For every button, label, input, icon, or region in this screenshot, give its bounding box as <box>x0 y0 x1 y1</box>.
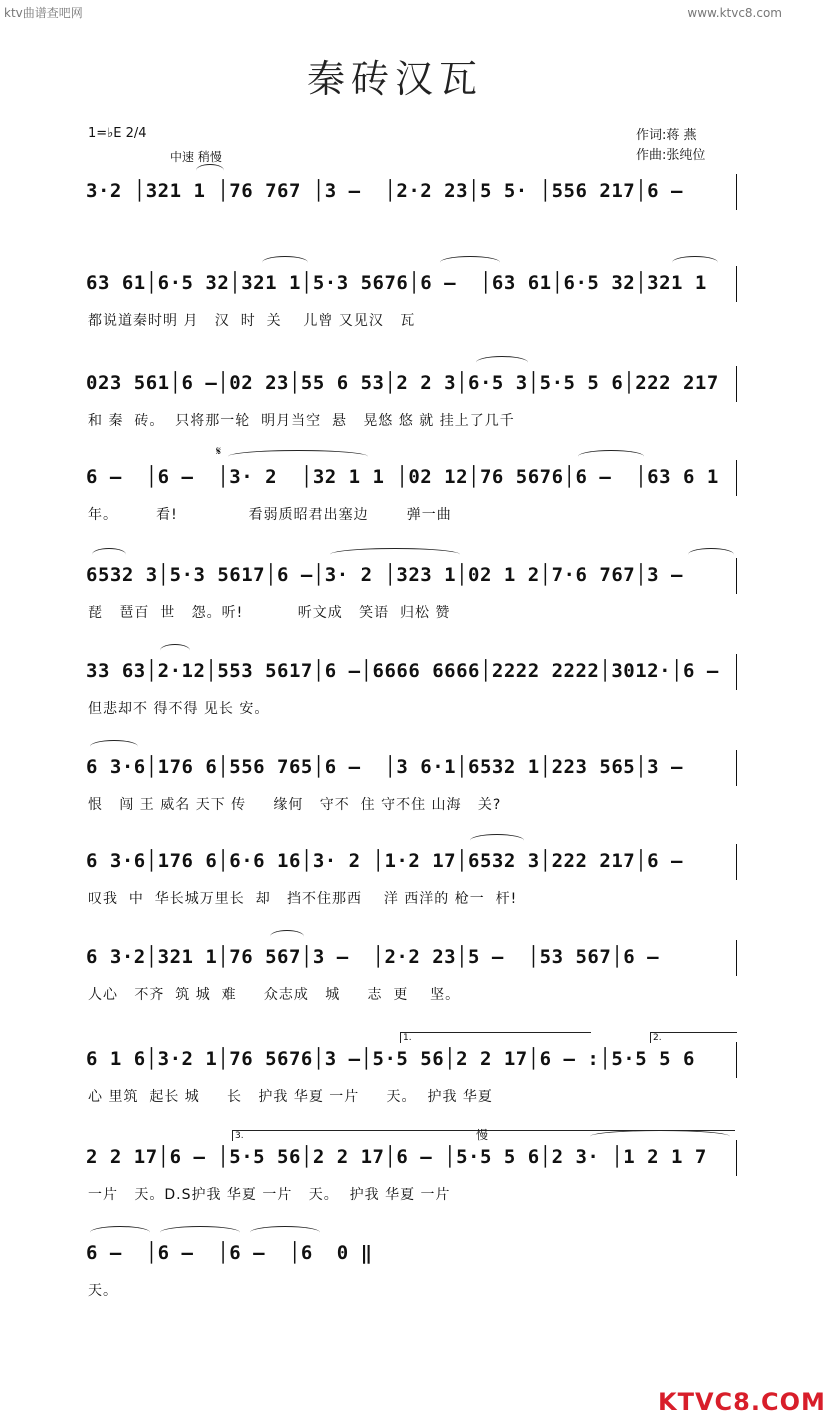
slur <box>270 930 304 943</box>
segno-sign: 𝄋 <box>216 444 222 458</box>
barline-end <box>736 558 737 594</box>
slur <box>196 164 224 177</box>
lyrics-line: 和 秦 砖。 只将那一轮 明月当空 悬 晃悠 悠 就 挂上了几千 <box>88 413 515 429</box>
lyrics-line: 都说道秦时明 月 汉 时 关 儿曾 又见汉 瓦 <box>88 313 416 329</box>
slur <box>90 740 138 753</box>
notes-line: 023 561│6 –│02 23│55 6 53│2 2 3│6·5 3│5·5 5 6│222 217 <box>86 372 719 394</box>
tie <box>262 256 308 269</box>
slur <box>476 356 528 369</box>
barline-end <box>736 1042 737 1078</box>
lyrics-line: 心 里筑 起长 城 长 护我 华夏 一片 天。 护我 华夏 <box>88 1089 493 1105</box>
slur <box>228 450 368 463</box>
volta-1: 1. <box>400 1032 591 1043</box>
notes-line: 3·2 │321 1 │76 767 │3 – │2·2 23│5 5· │556 217│6 – <box>86 180 683 202</box>
slur <box>330 548 460 561</box>
slur <box>160 644 190 657</box>
lyrics-line: 琵 琶百 世 怨。听! 听文成 笑语 归松 赞 <box>88 605 451 621</box>
slur <box>688 548 734 561</box>
key-label: 1=♭E <box>88 126 122 141</box>
notes-line: 6 3·2│321 1│76 567│3 – │2·2 23│5 – │53 567│6 – <box>86 946 660 968</box>
lyrics-line <box>88 218 738 238</box>
slur <box>470 834 524 847</box>
volta-3: 3. <box>232 1130 735 1141</box>
slur <box>590 1130 730 1143</box>
notes-line: 6 – │6 – │6 – │6 0 ‖ <box>86 1242 373 1264</box>
lyrics-line: 恨 闯 王 威名 天下 传 缘何 守不 住 守不住 山海 关? <box>88 797 502 813</box>
site-logo: KTVC8.COM <box>658 1388 826 1416</box>
slur <box>578 450 644 463</box>
slur <box>250 1226 320 1239</box>
notes-line: 6 – │6 – │3· 2 │32 1 1 │02 12│76 5676│6 – │63 6 1 <box>86 466 719 488</box>
notes-line: 33 63│2·12│553 5617│6 –│6666 6666│2222 2222│3012·│6 – <box>86 660 719 682</box>
barline-end <box>736 654 737 690</box>
notes-line: 6 3·6│176 6│556 765│6 – │3 6·1│6532 1│223 565│3 – <box>86 756 683 778</box>
lyrics-line: 叹我 中 华长城万里长 却 挡不住那西 洋 西洋的 枪一 杆! <box>88 891 518 907</box>
slur <box>92 548 126 561</box>
watermark-left: ktv曲谱查吧网 <box>4 6 83 20</box>
barline-end <box>736 750 737 786</box>
time-signature: 2/4 <box>125 126 147 141</box>
song-title: 秦砖汉瓦 <box>306 57 483 101</box>
lyricist: 作词:蒋 燕 <box>636 128 697 143</box>
notes-line: 6 1 6│3·2 1│76 5676│3 –│5·5 56│2 2 17│6 – :│5·5 5 6 <box>86 1048 695 1070</box>
lyrics-line: 一片 天。D.S护我 华夏 一片 天。 护我 华夏 一片 <box>88 1187 451 1203</box>
tempo-marking: 中速 稍慢 <box>170 150 222 164</box>
credits <box>636 126 705 166</box>
barline-end <box>736 844 737 880</box>
composer: 作曲:张纯位 <box>636 148 706 163</box>
barline-end <box>736 460 737 496</box>
notes-line: 6 3·6│176 6│6·6 16│3· 2 │1·2 17│6532 3│222 217│6 – <box>86 850 683 872</box>
lyrics-line: 天。 <box>88 1283 118 1299</box>
lyrics-line: 但悲却不 得不得 见长 安。 <box>88 701 270 717</box>
tie <box>672 256 718 269</box>
watermark-right: www.ktvc8.com <box>687 6 782 20</box>
barline-end <box>736 1140 737 1176</box>
slur <box>90 1226 150 1239</box>
slur <box>440 256 500 269</box>
slow-marking: 慢 <box>476 1128 489 1142</box>
barline-end <box>736 174 737 210</box>
key-signature <box>88 126 147 141</box>
lyrics-line: 人心 不齐 筑 城 难 众志成 城 志 更 坚。 <box>88 987 461 1003</box>
slur <box>160 1226 240 1239</box>
lyrics-line: 年。 看! 看弱质昭君出塞边 弹一曲 <box>88 507 452 523</box>
notes-line: 2 2 17│6 – │5·5 56│2 2 17│6 – │5·5 5 6│2 3· │1 2 1 7 <box>86 1146 707 1168</box>
volta-2: 2. <box>650 1032 737 1043</box>
barline-end <box>736 940 737 976</box>
barline-end <box>736 366 737 402</box>
notes-line: 63 61│6·5 32│321 1│5·3 5676│6 – │63 61│6·5 32│321 1 <box>86 272 707 294</box>
notes-line: 6532 3│5·3 5617│6 –│3· 2 │323 1│02 1 2│7·6 767│3 – <box>86 564 683 586</box>
barline-end <box>736 266 737 302</box>
